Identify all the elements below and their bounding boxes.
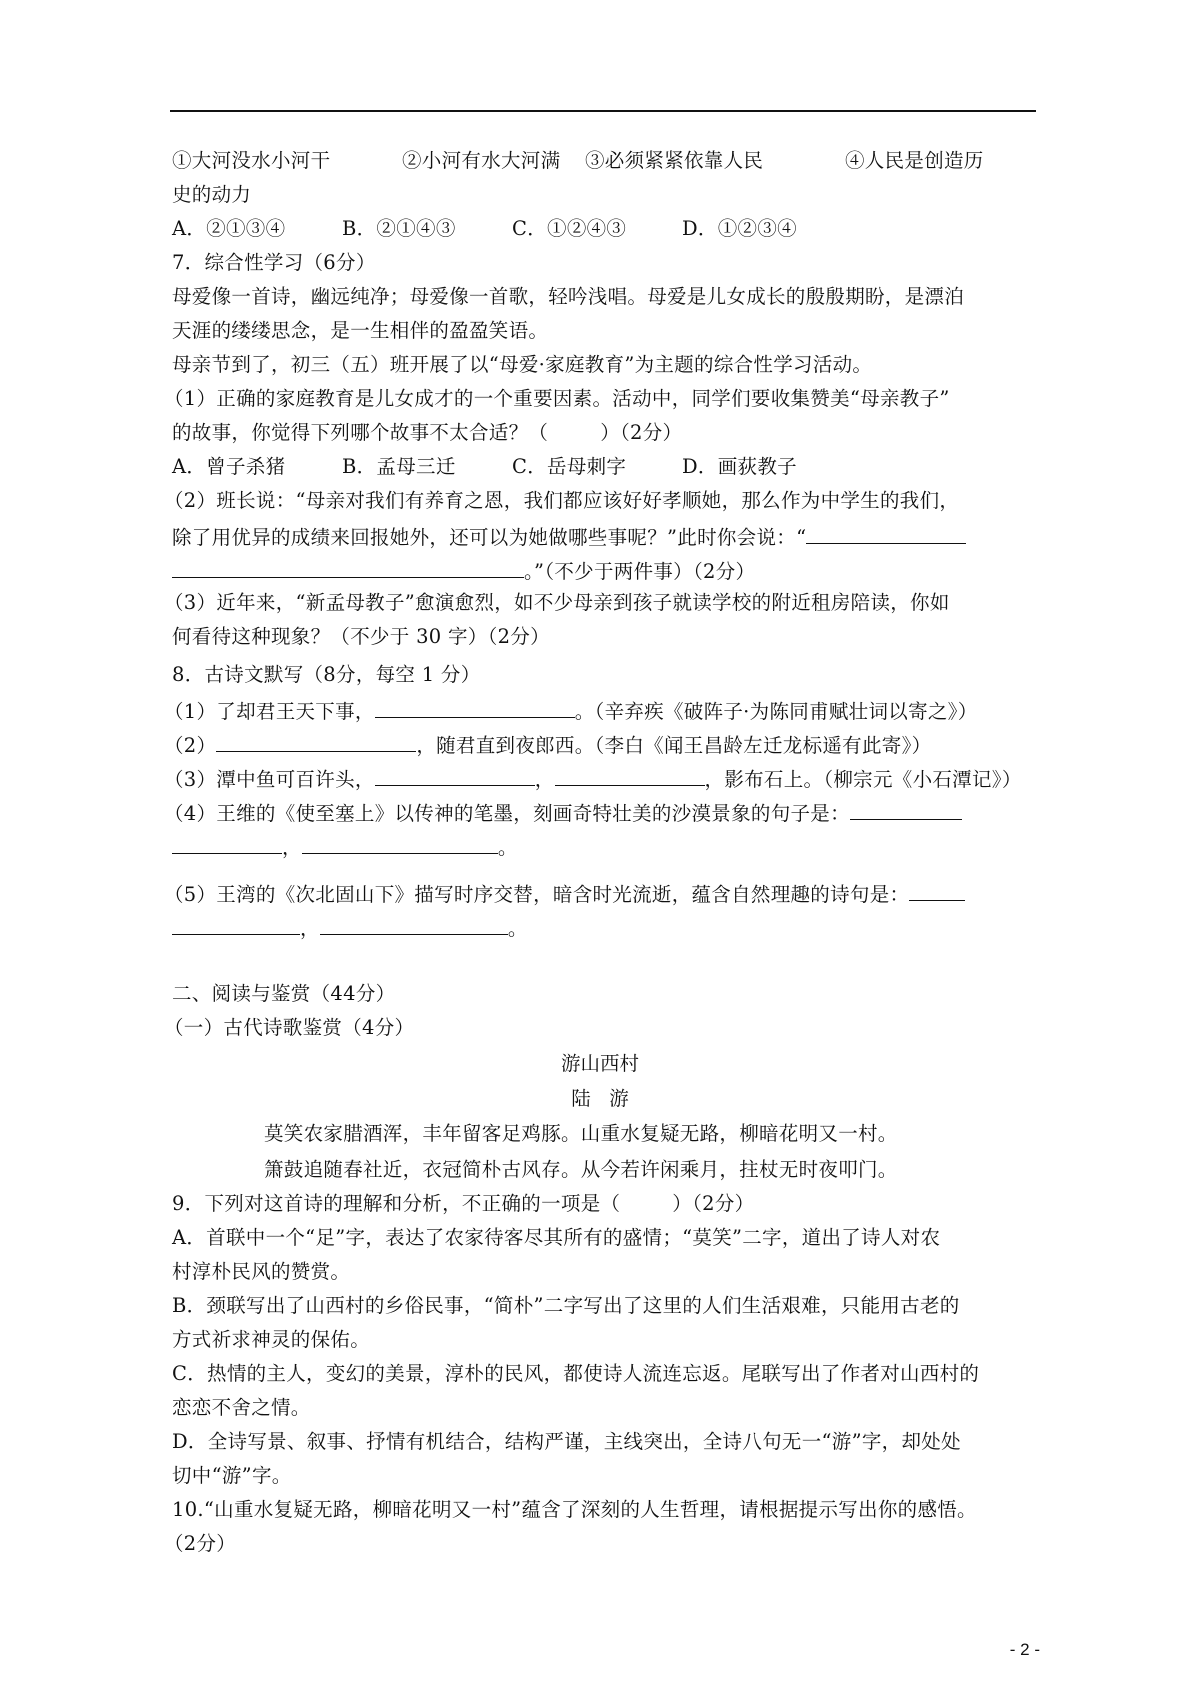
q8-5-text: （5）王湾的《次北固山下》描写时序交替，暗含时光流逝，蕴含自然理趣的诗句是： [164, 883, 910, 906]
q9-option-b-line-2: 方式祈求神灵的保佑。 [172, 1328, 371, 1351]
section-2-title: 二、阅读与鉴赏（44分） [172, 982, 396, 1005]
q7-1-option-c: C．岳母刺字 [512, 455, 627, 478]
q7-paragraph-line-2: 天涯的缕缕思念，是一生相伴的盈盈笑语。 [172, 319, 549, 342]
q7-paragraph-line-1: 母爱像一首诗，幽远纯净；母爱像一首歌，轻吟浅唱。母爱是儿女成长的殷殷期盼，是漂泊 [172, 285, 965, 308]
q8-5-line-2 [172, 912, 528, 943]
q7-1-options [172, 453, 797, 481]
answer-blank[interactable] [806, 521, 966, 544]
q6-option-3: ③必须紧紧依靠人民 [585, 149, 764, 172]
q8-title: 8．古诗文默写（8分，每空 1 分） [172, 663, 481, 686]
answer-blank[interactable] [172, 555, 524, 578]
q7-1-line-2: 的故事，你觉得下列哪个故事不太合适？（ ）（2分） [172, 421, 683, 444]
q9-option-a-line-1: A．首联中一个“足”字，表达了农家待客尽其所有的盛情；“莫笑”二字，道出了诗人对农 [172, 1226, 941, 1249]
q6-options-line [172, 147, 984, 175]
q7-2-line-2 [172, 521, 966, 552]
q7-1-line-1: （1）正确的家庭教育是儿女成才的一个重要因素。活动中，同学们要收集赞美“母亲教子” [164, 387, 950, 410]
q9-option-a-line-2: 村淳朴民风的赞赏。 [172, 1260, 351, 1283]
poem-author: 陆 游 [571, 1087, 629, 1110]
q9-option-b-line-1: B．颈联写出了山西村的乡俗民事，“简朴”二字写出了这里的人们生活艰难，只能用古老的 [172, 1294, 960, 1317]
q8-1 [164, 695, 978, 726]
q8-4-period: 。 [497, 836, 518, 859]
q9-option-d-line-2: 切中“游”字。 [172, 1464, 292, 1487]
q6-options-cont: 史的动力 [172, 183, 252, 206]
answer-blank[interactable] [850, 797, 962, 820]
q7-1-option-d: D．画荻教子 [682, 455, 797, 478]
q8-3 [164, 763, 1022, 794]
q8-5-comma: ， [300, 917, 320, 940]
q7-2-line-1: （2）班长说：“母亲对我们有养育之恩，我们都应该好好孝顺她，那么作为中学生的我们， [164, 489, 960, 512]
q8-2-num: （2） [164, 734, 217, 757]
q6-answer-a: A．②①③④ [172, 217, 286, 240]
q9-option-d-line-1: D．全诗写景、叙事、抒情有机结合，结构严谨，主线突出，全诗八句无一“游”字，却处处 [172, 1430, 961, 1453]
q9-option-c-line-2: 恋恋不舍之情。 [172, 1396, 311, 1419]
q7-paragraph-line-3: 母亲节到了，初三（五）班开展了以“母爱·家庭教育”为主题的综合性学习活动。 [172, 353, 873, 376]
q7-2-line-3 [172, 555, 755, 586]
header-rule [170, 110, 1036, 112]
q7-3-line-2: 何看待这种现象？（不少于 30 字）（2分） [172, 625, 550, 648]
answer-blank[interactable] [216, 729, 416, 752]
poem-line-2: 箫鼓追随春社近，衣冠简朴古风存。从今若许闲乘月，拄杖无时夜叩门。 [264, 1158, 898, 1181]
answer-blank[interactable] [172, 831, 282, 854]
q8-3-comma: ， [534, 768, 555, 791]
answer-blank[interactable] [555, 763, 705, 786]
poem-line-1: 莫笑农家腊酒浑，丰年留客足鸡豚。山重水复疑无路，柳暗花明又一村。 [264, 1122, 898, 1145]
answer-blank[interactable] [320, 912, 508, 935]
q6-answer-b: B．②①④③ [342, 217, 456, 240]
q8-4-comma: ， [282, 836, 302, 859]
q6-answer-c: C．①②④③ [512, 217, 627, 240]
poem-title: 游山西村 [560, 1052, 639, 1075]
page-number: - 2 - [1009, 1640, 1040, 1659]
section-2-part-1-title: （一）古代诗歌鉴赏（4分） [164, 1016, 415, 1039]
q8-5-period: 。 [507, 917, 528, 940]
q9-title: 9．下列对这首诗的理解和分析，不正确的一项是（ ）（2分） [172, 1192, 755, 1215]
q8-3-source: ，影布石上。（柳宗元《小石潭记》） [704, 768, 1022, 791]
q6-answer-d: D．①②③④ [682, 217, 797, 240]
q10-line-1: 10.“山重水复疑无路，柳暗花明又一村”蕴含了深刻的人生哲理，请根据提示写出你的感悟。 [172, 1498, 977, 1521]
q6-option-4: ④人民是创造历 [845, 149, 984, 172]
answer-blank[interactable] [375, 763, 535, 786]
q10-line-2: （2分） [164, 1532, 237, 1555]
q7-2-text: 除了用优异的成绩来回报她外，还可以为她做哪些事呢？”此时你会说：“ [172, 526, 807, 549]
q8-1-text: （1）了却君王天下事， [164, 700, 375, 723]
q7-1-option-a: A．曾子杀猪 [172, 455, 286, 478]
q7-1-option-b: B．孟母三迁 [342, 455, 456, 478]
q8-5-line-1 [164, 878, 965, 909]
q8-4-line-1 [164, 797, 962, 828]
q7-2-text-end: 。”（不少于两件事）（2分） [524, 560, 756, 583]
answer-blank[interactable] [375, 695, 575, 718]
q8-4-text: （4）王维的《使至塞上》以传神的笔墨，刻画奇特壮美的沙漠景象的句子是： [164, 802, 850, 825]
q7-title: 7．综合性学习（6分） [172, 251, 376, 274]
q6-option-2: ②小河有水大河满 [402, 149, 561, 172]
q8-2-text: ，随君直到夜郎西。（李白《闻王昌龄左迁龙标遥有此寄》） [416, 734, 932, 757]
answer-blank[interactable] [302, 831, 498, 854]
q8-4-line-2 [172, 831, 518, 862]
answer-blank[interactable] [909, 878, 965, 901]
q7-3-line-1: （3）近年来，“新孟母教子”愈演愈烈，如不少母亲到孩子就读学校的附近租房陪读，你如 [164, 591, 950, 614]
q8-1-source: 。（辛弃疾《破阵子·为陈同甫赋壮词以寄之》） [574, 700, 978, 723]
q9-option-c-line-1: C．热情的主人，变幻的美景，淳朴的民风，都使诗人流连忘返。尾联写出了作者对山西村的 [172, 1362, 980, 1385]
q8-3-text: （3）潭中鱼可百许头， [164, 768, 375, 791]
q6-answers-line [172, 215, 797, 243]
answer-blank[interactable] [172, 912, 300, 935]
q6-option-1: ①大河没水小河干 [172, 149, 331, 172]
q8-2 [164, 729, 931, 760]
